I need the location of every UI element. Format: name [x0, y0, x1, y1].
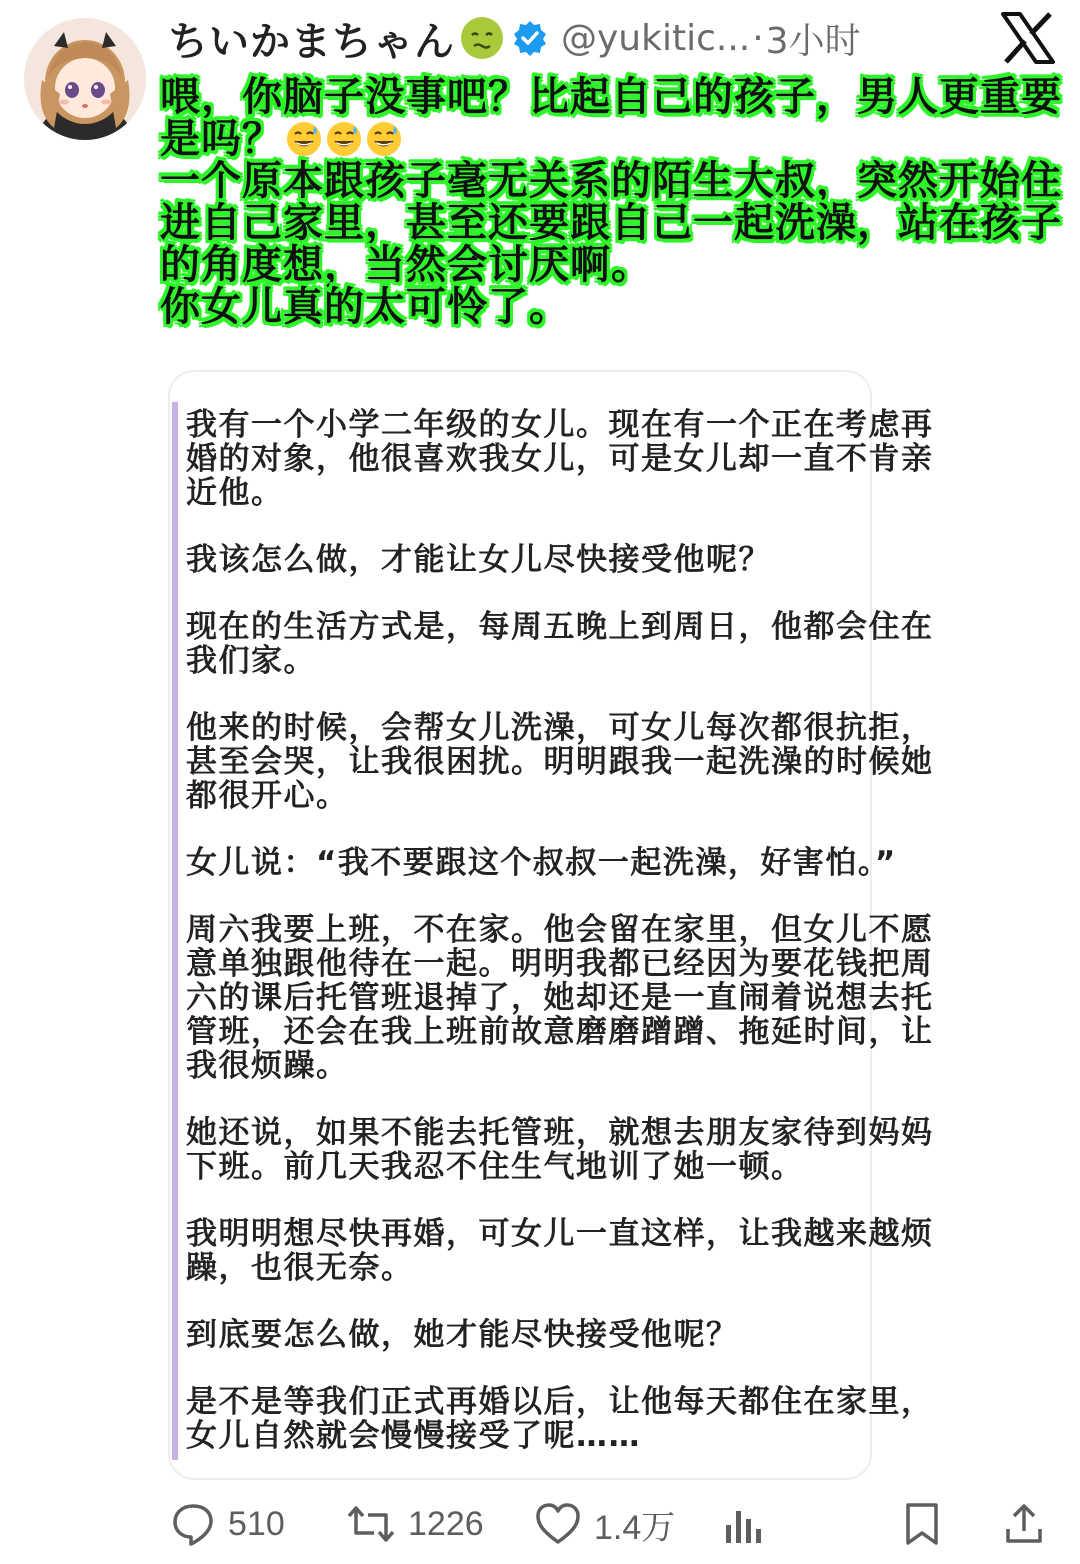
nauseated-face-icon — [459, 15, 505, 61]
comment-line: 的角度想，当然会讨厌啊。 — [160, 242, 652, 288]
grinning-sweat-face-icon — [325, 120, 363, 158]
grinning-sweat-face-icon — [365, 120, 403, 158]
views-button[interactable] — [722, 1501, 902, 1547]
x-logo-icon — [1000, 12, 1056, 64]
quoted-paragraph: 周六我要上班，不在家。他会留在家里，但女儿不愿意单独跟他待在一起。明明我都已经因为要花钱把周六的课后托管班退掉了，她却还是一直闹着说想去托管班，还会在我上班前故意磨磨蹭蹭、拖延时间，让我很烦躁。 — [186, 912, 934, 1084]
bookmark-icon — [902, 1501, 942, 1547]
quoted-paragraph: 我明明想尽快再婚，可女儿一直这样，让我越来越烦躁，也很无奈。 — [186, 1216, 934, 1286]
post-header — [168, 10, 861, 66]
comment-line: 喂，你脑子没事吧？比起自己的孩子，男人更重要 — [160, 74, 1062, 120]
repost-count: 1226 — [408, 1504, 484, 1543]
post-action-bar — [170, 1496, 1070, 1552]
post-timestamp[interactable]: 3小时 — [765, 20, 861, 62]
avatar[interactable] — [24, 18, 146, 140]
reply-button[interactable] — [170, 1501, 346, 1547]
quoted-paragraph: 他来的时候，会帮女儿洗澡，可女儿每次都很抗拒，甚至会哭，让我很困扰。明明跟我一起洗澡的时候她都很开心。 — [186, 710, 934, 814]
comment-line: 进自己家里，甚至还要跟自己一起洗澡，站在孩子 — [160, 200, 1062, 246]
quoted-paragraph: 我有一个小学二年级的女儿。现在有一个正在考虑再婚的对象，他很喜欢我女儿，可是女儿却一直不肯亲近他。 — [186, 407, 934, 511]
comment-line: 你女儿真的太可怜了。 — [160, 284, 570, 330]
reply-bubble-icon — [170, 1501, 216, 1547]
quoted-paragraph: 现在的生活方式是，每周五晚上到周日，他都会住在我们家。 — [186, 609, 934, 679]
quoted-paragraph: 我该怎么做，才能让女儿尽快接受他呢？ — [186, 542, 771, 578]
author-handle[interactable]: @yukitic... — [561, 17, 751, 59]
quoted-paragraph: 是不是等我们正式再婚以后，让他每天都住在家里，女儿自然就会慢慢接受了呢…… — [186, 1384, 934, 1454]
separator-dot: · — [752, 17, 764, 59]
quoted-paragraph: 到底要怎么做，她才能尽快接受他呢？ — [186, 1317, 739, 1353]
share-button[interactable] — [1002, 1501, 1046, 1547]
comment-line — [160, 118, 1076, 160]
share-icon — [1002, 1501, 1046, 1547]
verified-badge-icon — [511, 19, 549, 57]
avatar-illustration — [24, 18, 146, 140]
like-button[interactable] — [534, 1500, 722, 1549]
grinning-sweat-face-icon — [285, 120, 323, 158]
bookmark-button[interactable] — [902, 1501, 1002, 1547]
comment-line-text: 是吗？ — [160, 116, 283, 162]
repost-button[interactable] — [346, 1501, 534, 1547]
author-name[interactable]: ちいかまちゃん — [168, 18, 455, 65]
heart-icon — [534, 1501, 582, 1547]
comment-line: 一个原本跟孩子毫无关系的陌生大叔，突然开始住 — [160, 158, 1062, 204]
quoted-paragraph: 她还说，如果不能去托管班，就想去朋友家待到妈妈下班。前几天我忍不住生气地训了她一顿。 — [186, 1115, 934, 1185]
post-comment-text — [160, 76, 1076, 328]
quoted-paragraph: 女儿说：“我不要跟这个叔叔一起洗澡，好害怕。” — [186, 845, 897, 881]
reply-count: 510 — [228, 1504, 285, 1543]
repost-icon — [346, 1501, 396, 1547]
quoted-post-text — [172, 402, 986, 1460]
bar-chart-icon — [722, 1501, 766, 1547]
like-count: 1.4万 — [594, 1508, 676, 1547]
